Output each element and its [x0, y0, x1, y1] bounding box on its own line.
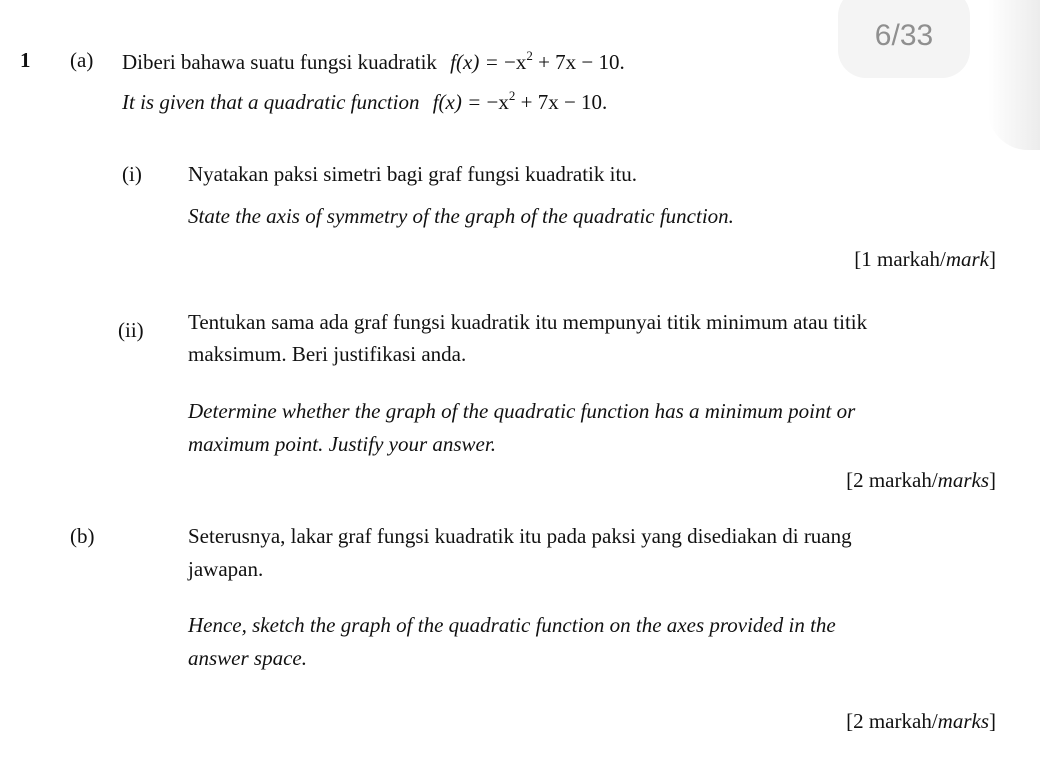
marks-en: marks	[937, 709, 989, 733]
function-expression-en	[433, 90, 608, 114]
sub-ii-text-ms-2: maksimum. Beri justifikasi anda.	[188, 342, 467, 366]
sub-ii-text-en-2: maximum point. Justify your answer.	[188, 432, 496, 456]
marks-ms: [1 markah/	[854, 247, 946, 271]
part-b-marks	[846, 709, 996, 734]
sub-ii-text-en-1: Determine whether the graph of the quadratic function has a minimum point or	[188, 399, 856, 423]
marks-en: mark	[945, 247, 989, 271]
part-b-text-en-2: answer space.	[188, 646, 307, 670]
marks-ms: [2 markah/	[846, 709, 938, 733]
function-expression-ms	[450, 50, 625, 74]
function-term-1: −x	[503, 50, 527, 74]
sub-ii-label: (ii)	[118, 318, 144, 342]
part-b-text-ms-1: Seterusnya, lakar graf fungsi kuadratik itu pada paksi yang disediakan di ruang	[188, 524, 852, 548]
part-b-text-en-1: Hence, sketch the graph of the quadratic function on the axes provided in the	[188, 613, 836, 637]
sub-i-text-ms: Nyatakan paksi simetri bagi graf fungsi kuadratik itu.	[188, 162, 638, 186]
function-term-1: −x	[486, 90, 509, 114]
function-lhs: f(x) =	[450, 50, 504, 74]
part-b-text-ms-2: jawapan.	[188, 557, 264, 581]
function-term-2: + 7x − 10.	[515, 90, 608, 114]
stem-ms-text: Diberi bahawa suatu fungsi kuadratik	[122, 50, 437, 74]
question-number: 1	[20, 48, 31, 72]
sub-i-marks	[854, 247, 996, 272]
sub-i-text-en: State the axis of symmetry of the graph of the quadratic function.	[188, 204, 734, 228]
sub-ii-text-ms-1: Tentukan sama ada graf fungsi kuadratik itu mempunyai titik minimum atau titik	[188, 310, 868, 334]
sub-ii-marks	[846, 468, 996, 493]
marks-close: ]	[989, 709, 996, 733]
function-exponent: 2	[508, 88, 516, 103]
page-indicator: 6/33	[838, 0, 970, 78]
page-edge-shadow	[988, 0, 1040, 150]
function-term-2: + 7x − 10.	[532, 50, 625, 74]
sub-i-label: (i)	[122, 162, 142, 186]
marks-en: marks	[937, 468, 989, 492]
function-exponent: 2	[526, 48, 533, 63]
marks-close: ]	[989, 247, 996, 271]
part-a-stem-en	[122, 90, 607, 115]
part-a-stem-ms	[122, 50, 625, 75]
marks-close: ]	[989, 468, 996, 492]
function-lhs: f(x) =	[432, 90, 487, 114]
stem-en-text: It is given that a quadratic function	[122, 90, 420, 114]
part-a-label: (a)	[70, 48, 94, 72]
part-b-label: (b)	[70, 524, 95, 548]
marks-ms: [2 markah/	[846, 468, 938, 492]
